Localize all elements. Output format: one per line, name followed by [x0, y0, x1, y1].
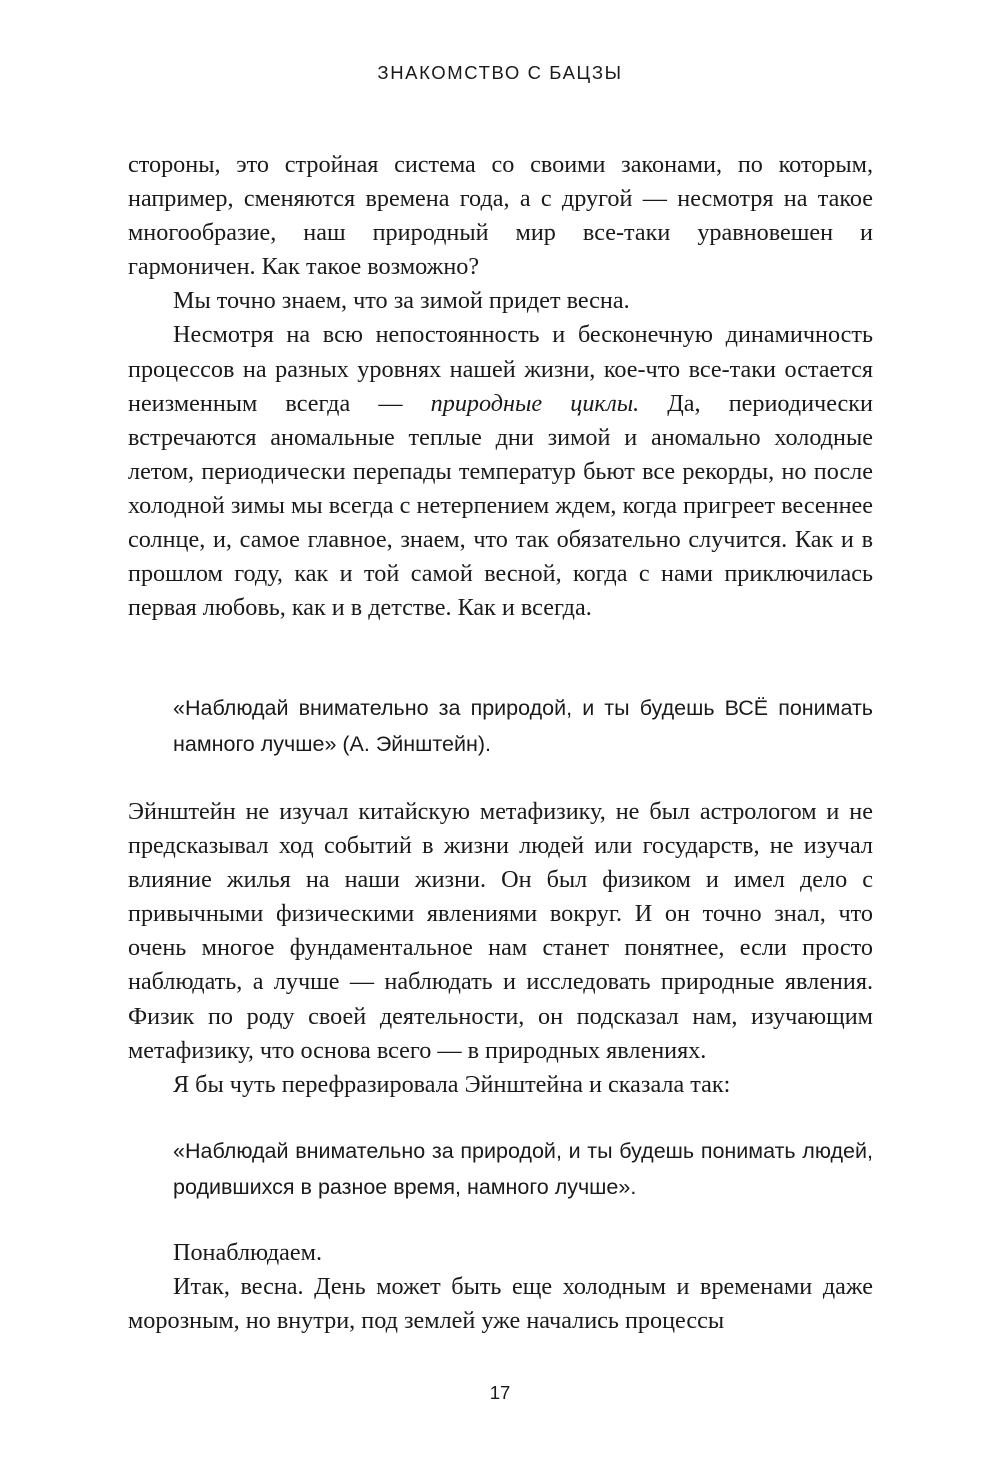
- paragraph-text: Несмотря на всю непостоянность и бесконечную динамичность процессов на разных уровнях нашей жизни, кое-что все-таки остается неизменным всегда —: [128, 321, 873, 417]
- paragraph-text: Да, периодически встречаются аномальные теплые дни зимой и аномально холодные летом, периодически перепады температур бьют все рекорды, но после холодной зимы мы всегда с нетерпением ждем, когда пригреет весеннее солнце, и, самое главное, знаем, что так обязательно случится. Как и в прошлом году, как и той самой весной, когда с нами приключилась первая любовь, как и в детстве. Как и всегда.: [128, 389, 873, 622]
- paragraph-spring-processes: Итак, весна. День может быть еще холодным и временами даже морозным, но внутри, под землей уже начались процессы: [128, 1273, 873, 1335]
- running-head: ЗНАКОМСТВО С БАЦЗЫ: [377, 62, 623, 83]
- body-text-block-2: [128, 795, 873, 1102]
- paragraph-spring: Мы точно знаем, что за зимой придет весна.: [173, 287, 630, 315]
- paragraph-observe: Понаблюдаем.: [173, 1239, 322, 1266]
- quote-paraphrased: «Наблюдай внимательно за природой, и ты будешь понимать людей, родившихся в разное время, намного лучше».: [173, 1139, 873, 1199]
- body-text-block-3: [128, 1236, 873, 1338]
- body-text-block-1: [128, 148, 873, 625]
- emphasis-natural-cycles: природные циклы.: [430, 389, 640, 417]
- quote-einstein: «Наблюдай внимательно за природой, и ты будешь ВСЁ понимать намного лучше» (А. Эйнштейн).: [173, 696, 873, 756]
- paragraph-natural-cycles: [128, 318, 873, 625]
- paragraph-paraphrase: Я бы чуть перефразировала Эйнштейна и сказала так:: [173, 1070, 731, 1098]
- page-number: 17: [489, 1382, 511, 1403]
- paragraph-einstein: Эйнштейн не изучал китайскую метафизику, не был астрологом и не предсказывал ход событий в жизни людей или государств, не изучал влияние жилья на наши жизни. Он был физиком и имел дело с привычными физическими явлениями вокруг. И он точно знал, что очень многое фундаментальное нам станет понятнее, если просто наблюдать, а лучше — наблюдать и исследовать природные явления. Физик по роду своей деятельности, он подсказал нам, изучающим метафизику, что основа всего — в природных явлениях.: [128, 798, 873, 1064]
- paragraph-continued: стороны, это стройная система со своими законами, по которым, например, сменяются времена года, а с другой — несмотря на такое многообразие, наш природный мир все-таки уравновешен и гармоничен. Как такое возможно?: [128, 151, 873, 281]
